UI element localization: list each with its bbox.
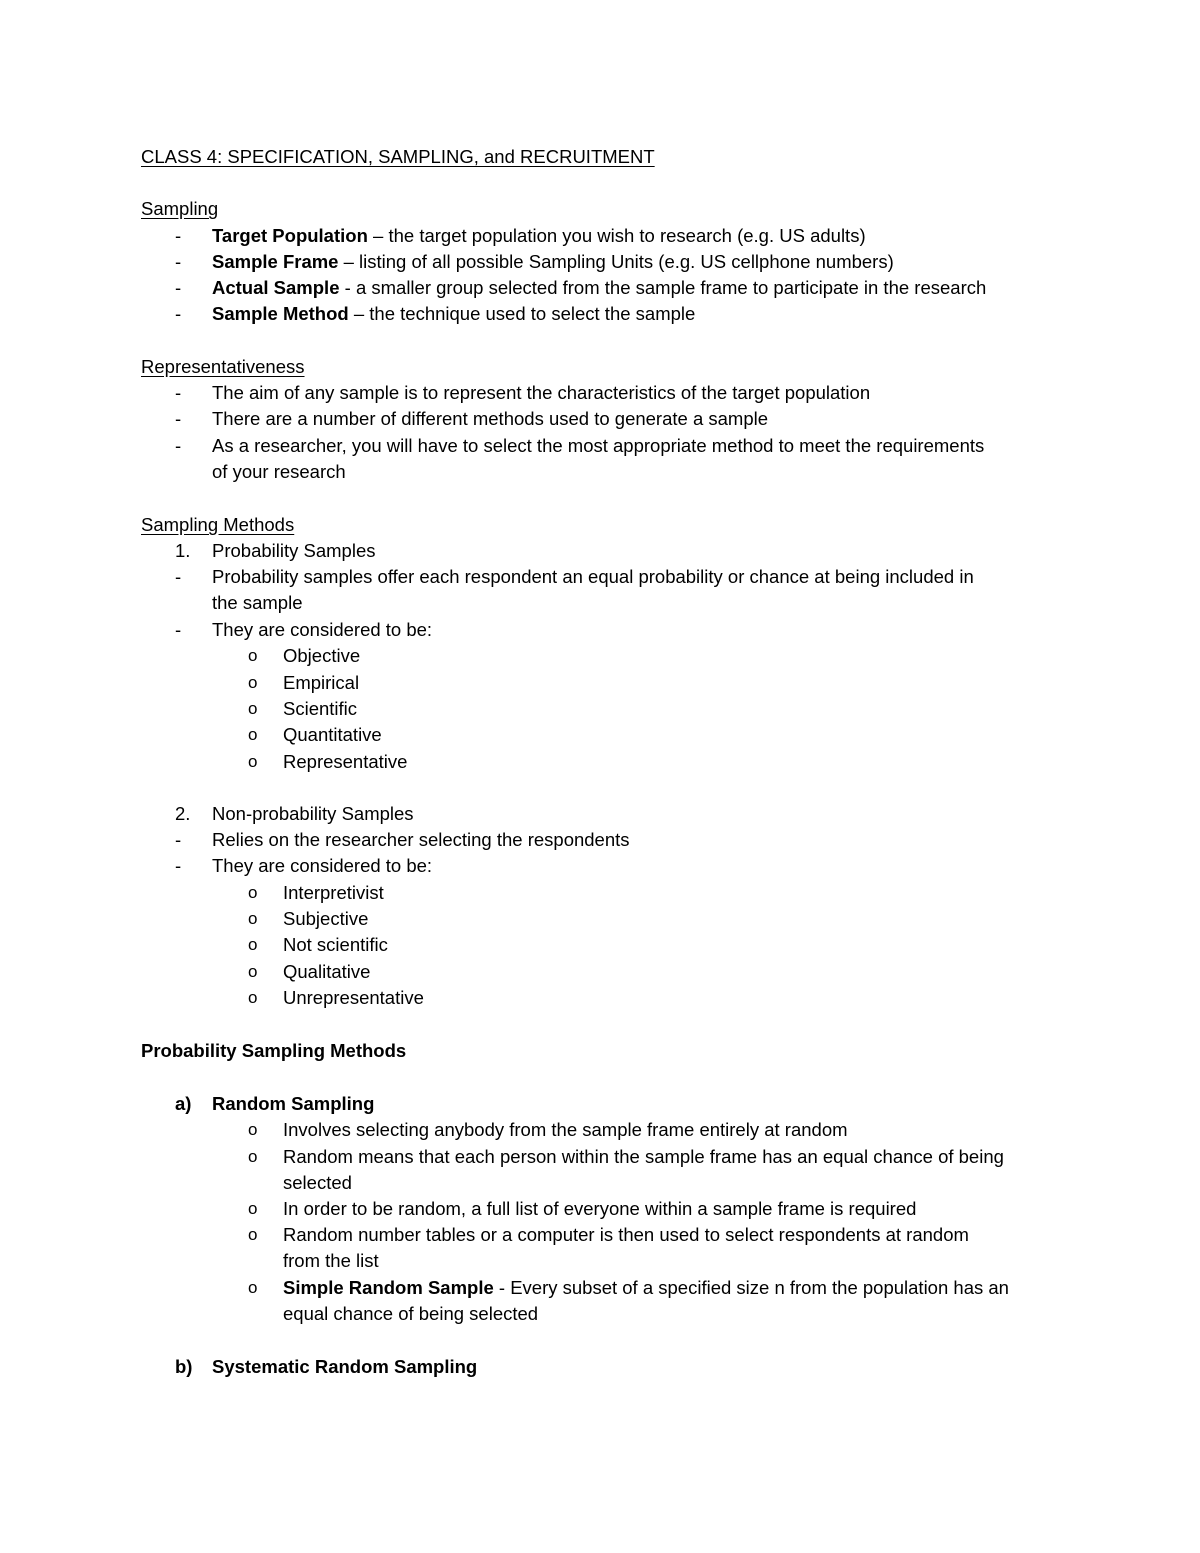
probability-trait: Empirical	[283, 672, 360, 693]
circle-bullet: o	[248, 883, 258, 902]
probability-item-continued: the sample	[212, 592, 303, 613]
random-sampling-item: Involves selecting anybody from the sample frame entirely at random	[283, 1119, 848, 1140]
page-title: CLASS 4: SPECIFICATION, SAMPLING, and RECRUITMENT	[141, 146, 655, 167]
random-sampling-item-continued: from the list	[283, 1250, 379, 1271]
non-probability-trait: Not scientific	[283, 934, 388, 955]
circle-bullet: o	[248, 646, 258, 665]
circle-bullet: o	[248, 1225, 258, 1244]
probability-trait: Scientific	[283, 698, 358, 719]
sampling-item-target-population	[212, 223, 866, 249]
random-sampling-item-continued: selected	[283, 1172, 352, 1193]
random-sampling-item: In order to be random, a full list of everyone within a sample frame is required	[283, 1198, 917, 1219]
systematic-random-sampling-title: Systematic Random Sampling	[212, 1356, 478, 1377]
definition: – the technique used to select the sample	[348, 303, 696, 324]
probability-trait: Quantitative	[283, 724, 382, 745]
sampling-item-sample-frame	[212, 249, 894, 275]
circle-bullet: o	[248, 752, 258, 771]
representativeness-item: As a researcher, you will have to select the most appropriate method to meet the requirements	[212, 435, 985, 456]
non-probability-trait: Interpretivist	[283, 882, 384, 903]
term: Target Population	[212, 225, 368, 246]
probability-samples-title: Probability Samples	[212, 540, 376, 561]
non-probability-item: Relies on the researcher selecting the respondents	[212, 829, 630, 850]
circle-bullet: o	[248, 1278, 258, 1297]
non-probability-trait: Qualitative	[283, 961, 371, 982]
circle-bullet: o	[248, 725, 258, 744]
circle-bullet: o	[248, 673, 258, 692]
term: Sample Frame	[212, 251, 339, 272]
representativeness-item: The aim of any sample is to represent the characteristics of the target population	[212, 382, 871, 403]
term: Simple Random Sample	[283, 1277, 494, 1298]
probability-item: They are considered to be:	[212, 619, 433, 640]
circle-bullet: o	[248, 935, 258, 954]
probability-item: Probability samples offer each respondent an equal probability or chance at being included in	[212, 566, 974, 587]
simple-random-sample-item-continued: equal chance of being selected	[283, 1303, 539, 1324]
circle-bullet: o	[248, 1147, 258, 1166]
list-letter: b)	[175, 1356, 193, 1377]
sampling-heading: Sampling	[141, 198, 219, 219]
term: Sample Method	[212, 303, 349, 324]
definition: – listing of all possible Sampling Units (e.g. US cellphone numbers)	[338, 251, 894, 272]
non-probability-samples-title: Non-probability Samples	[212, 803, 414, 824]
sampling-item-sample-method	[212, 301, 695, 327]
dash-marker: -	[175, 829, 182, 850]
list-number: 2.	[175, 803, 191, 824]
random-sampling-title: Random Sampling	[212, 1093, 375, 1114]
sampling-methods-heading: Sampling Methods	[141, 514, 295, 535]
list-number: 1.	[175, 540, 191, 561]
probability-sampling-methods-heading: Probability Sampling Methods	[141, 1040, 407, 1061]
dash-marker: -	[175, 855, 182, 876]
random-sampling-item: Random means that each person within the sample frame has an equal chance of being	[283, 1146, 1004, 1167]
term: Actual Sample	[212, 277, 340, 298]
dash-marker: -	[175, 435, 182, 456]
dash-marker: -	[175, 619, 182, 640]
dash-marker: -	[175, 251, 182, 272]
simple-random-sample-item	[283, 1275, 1009, 1301]
sampling-item-actual-sample	[212, 275, 986, 301]
non-probability-item: They are considered to be:	[212, 855, 433, 876]
probability-trait: Representative	[283, 751, 408, 772]
random-sampling-item: Random number tables or a computer is then used to select respondents at random	[283, 1224, 969, 1245]
definition: - Every subset of a specified size n from the population has an	[493, 1277, 1009, 1298]
definition: - a smaller group selected from the sample frame to participate in the research	[339, 277, 987, 298]
representativeness-heading: Representativeness	[141, 356, 305, 377]
list-letter: a)	[175, 1093, 192, 1114]
circle-bullet: o	[248, 962, 258, 981]
probability-trait: Objective	[283, 645, 361, 666]
dash-marker: -	[175, 408, 182, 429]
non-probability-trait: Unrepresentative	[283, 987, 424, 1008]
circle-bullet: o	[248, 988, 258, 1007]
circle-bullet: o	[248, 699, 258, 718]
representativeness-item-continued: of your research	[212, 461, 346, 482]
dash-marker: -	[175, 225, 182, 246]
circle-bullet: o	[248, 909, 258, 928]
circle-bullet: o	[248, 1199, 258, 1218]
circle-bullet: o	[248, 1120, 258, 1139]
non-probability-trait: Subjective	[283, 908, 369, 929]
dash-marker: -	[175, 382, 182, 403]
representativeness-item: There are a number of different methods used to generate a sample	[212, 408, 769, 429]
dash-marker: -	[175, 303, 182, 324]
dash-marker: -	[175, 566, 182, 587]
dash-marker: -	[175, 277, 182, 298]
definition: – the target population you wish to research (e.g. US adults)	[367, 225, 866, 246]
